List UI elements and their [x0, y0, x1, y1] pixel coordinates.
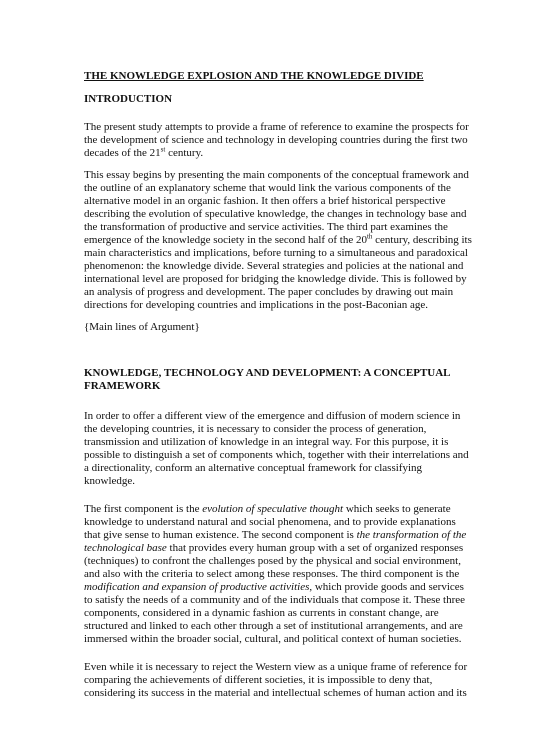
framework-paragraph-1: In order to offer a different view of the emergence and diffusion of modern science in the developing countries, it is necessary to consider the process of generation, transmission and utilization of knowledge in an integral way. For this purpose, it is possible to distinguish a set of components which, together with their interrelations and a directionality, conform an alternative conceptual framework for classifying knowledge. — [84, 410, 469, 487]
section-spacer — [84, 349, 474, 367]
intro-p2-text-b: century, describing its main characteristics and implications, before turning to a simultaneous and paradoxical phenomenon: the knowledge divide. Several strategies and policies at the national and international level are proposed for bridging the knowledge divide. This is followed by an analysis of progress and development. The paper concludes by drawing out main directions for developing countries and implications in the post-Baconian age. — [84, 234, 472, 311]
intro-p2-superscript: th — [366, 232, 373, 241]
framework-paragraph-3: Even while it is necessary to reject the Western view as a unique frame of reference for comparing the achievements of different societies, it is impossible to deny that, considering its success in the material and intellectual schemes of human action and its — [84, 661, 468, 699]
framework-p2-text-3: that provides every human group with a set of organized responses (techniques) to confront the challenges posed by the physical and social environment, and also with the criteria to select among these responses. The third component is the — [84, 542, 464, 580]
intro-p1-superscript: st — [160, 145, 166, 154]
introduction-heading: INTRODUCTION — [84, 93, 173, 105]
document-title: THE KNOWLEDGE EXPLOSION AND THE KNOWLEDGE DIVIDE — [84, 70, 424, 82]
intro-p1-text-b: century. — [165, 147, 204, 159]
intro-paragraph-2 — [84, 169, 474, 312]
framework-p2-italic-2: the transformation of the technological base — [84, 529, 467, 554]
document-page — [84, 70, 474, 713]
framework-paragraph-2 — [84, 503, 474, 646]
framework-p2-italic-3: modification and expansion of productive activities — [84, 581, 310, 593]
main-lines-note: {Main lines of Argument} — [84, 321, 200, 333]
intro-p1-text-a: The present study attempts to provide a frame of reference to examine the prospects for the development of science and technology in developing countries during the first two decades of the 21 — [84, 121, 469, 159]
framework-heading: KNOWLEDGE, TECHNOLOGY AND DEVELOPMENT: A CONCEPTUAL FRAMEWORK — [84, 367, 450, 392]
framework-p2-text-4: , which provide goods and services to satisfy the needs of a community and of the individuals that compose it. These three components, considered in a dynamic fashion as currents in constant change, are structured and linked to each other through a set of institutional arrangements, and are immersed within the broader social, cultural, and political context of human societies. — [84, 581, 466, 645]
intro-paragraph-1 — [84, 121, 474, 160]
intro-p2-text-a: This essay begins by presenting the main components of the conceptual framework and the outline of an explanatory scheme that would link the various components of the alternative model in an organic fashion. It then offers a brief historical perspective describing the evolution of speculative knowledge, the changes in technology base and the transformation of productive and service activities. The third part examines the emergence of the knowledge society in the second half of the 20 — [84, 169, 469, 246]
framework-p2-text-1: The first component is the — [84, 503, 203, 515]
framework-p2-text-2: which seeks to generate knowledge to understand natural and social phenomena, and to provide explanations that give sense to human existence. The second component is — [84, 503, 456, 541]
framework-p2-italic-1: evolution of speculative thought — [202, 503, 344, 515]
